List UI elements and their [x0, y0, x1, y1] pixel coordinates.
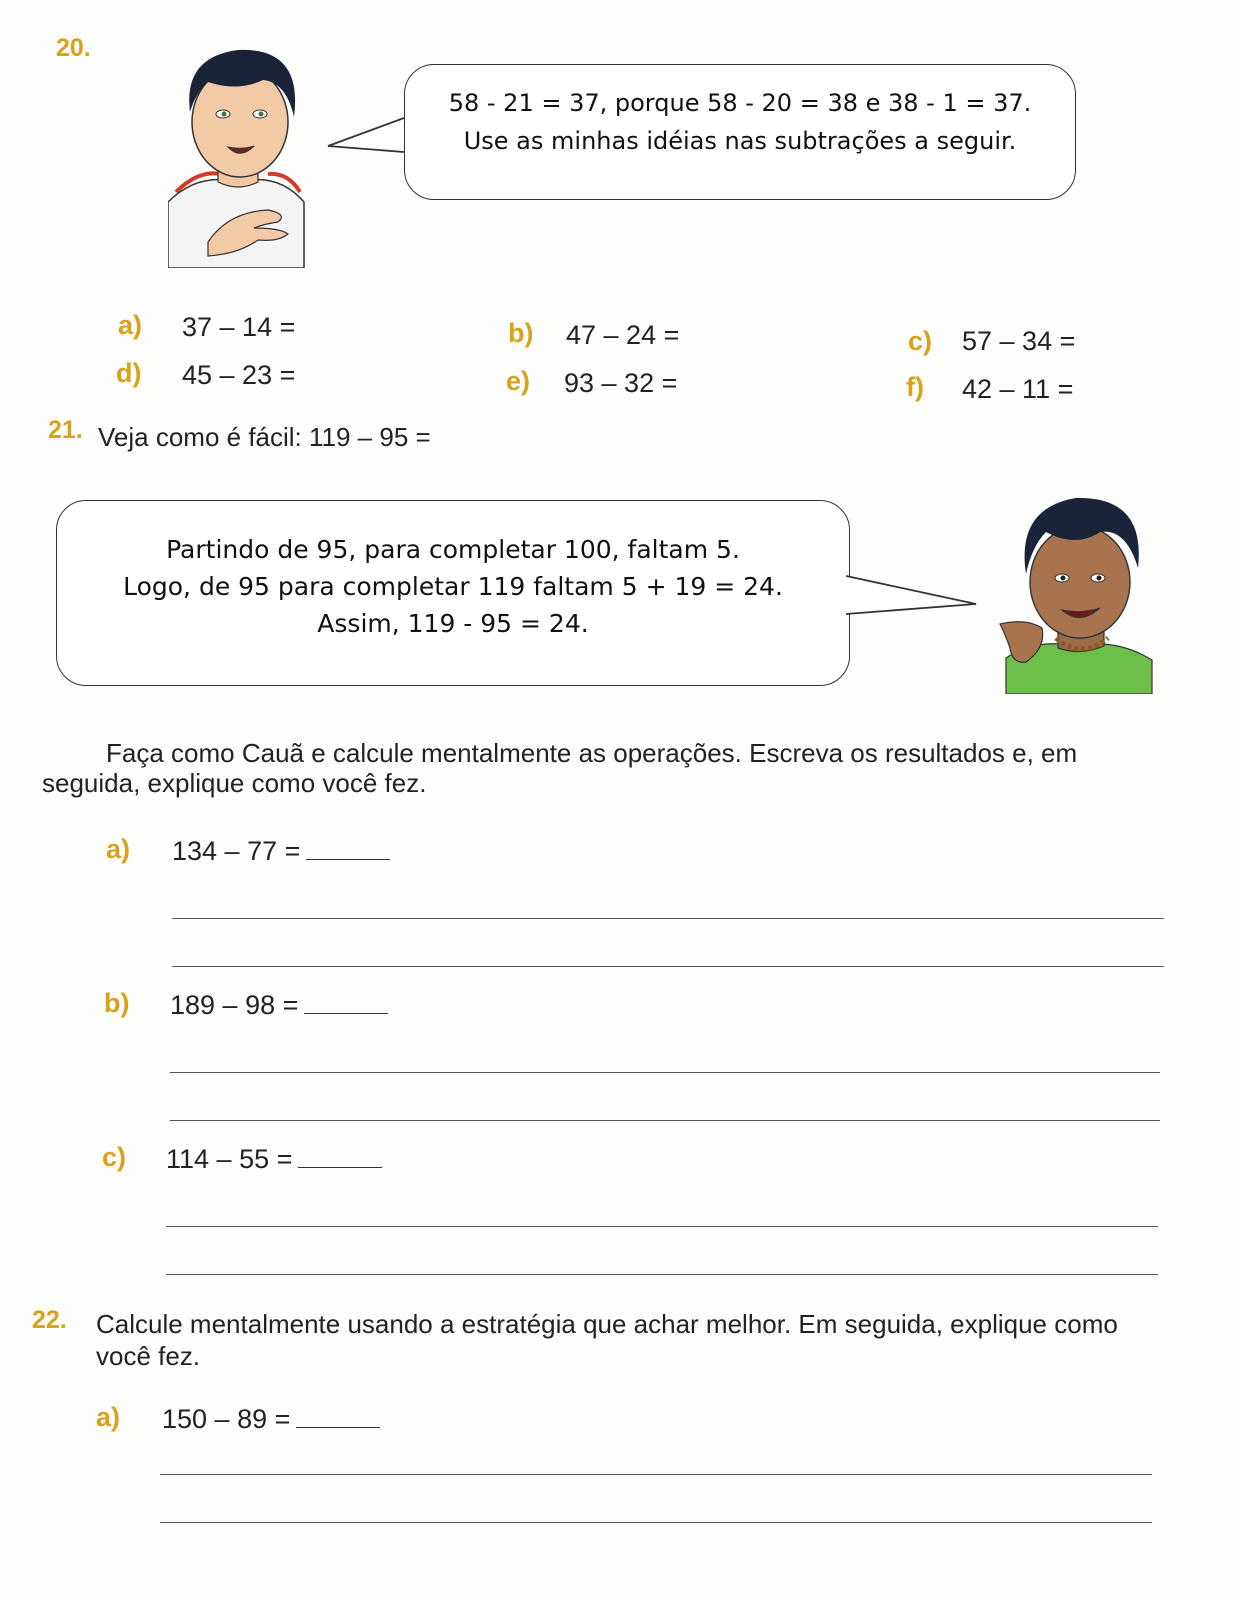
- q20-item-c-expr: 57 – 34 =: [962, 326, 1076, 356]
- bubble-line-3: Assim, 119 - 95 = 24.: [317, 609, 589, 638]
- q21-item-b-letter: b): [104, 988, 130, 1018]
- explanation-line[interactable]: [160, 1474, 1152, 1475]
- q20-item-d-letter: d): [116, 358, 142, 388]
- answer-blank[interactable]: [304, 991, 388, 1014]
- q21-item-b-expr: 189 – 98 =: [170, 990, 299, 1020]
- q20-item-a-letter: a): [118, 310, 143, 340]
- q22-item-a-expr-row: [162, 1404, 380, 1435]
- explanation-line[interactable]: [170, 1120, 1160, 1121]
- q21-item-a-letter: a): [106, 834, 131, 864]
- q21-item-c-expr-row: [166, 1144, 382, 1175]
- question-22-number: 22.: [32, 1306, 67, 1334]
- q20-item-e-letter: e): [506, 366, 531, 396]
- q20-item-a-expr: 37 – 14 =: [182, 312, 296, 342]
- explanation-line[interactable]: [166, 1274, 1158, 1275]
- answer-blank[interactable]: [306, 837, 390, 860]
- speech-bubble-q20: [404, 64, 1076, 200]
- explanation-line[interactable]: [172, 918, 1164, 919]
- q21-item-a-expr: 134 – 77 =: [172, 836, 301, 866]
- bubble-line-1: 58 - 21 = 37, porque 58 - 20 = 38 e 38 - 1 = 37.: [448, 89, 1032, 117]
- bubble-line-2: Logo, de 95 para completar 119 faltam 5 + 19 = 24.: [123, 572, 783, 601]
- q20-item-b-expr: 47 – 24 =: [566, 320, 680, 350]
- bubble-line-1: Partindo de 95, para completar 100, faltam 5.: [166, 535, 740, 564]
- q21-item-c-letter: c): [102, 1142, 127, 1172]
- q20-item-c-letter: c): [908, 326, 933, 356]
- q22-item-a-expr: 150 – 89 =: [162, 1404, 291, 1434]
- q20-item-f-expr: 42 – 11 =: [962, 374, 1074, 404]
- q20-item-b-letter: b): [508, 318, 534, 348]
- speech-bubble-q21: [56, 500, 850, 686]
- speech-bubble-tail: [326, 106, 406, 166]
- question-20-number: 20.: [56, 34, 91, 62]
- explanation-line[interactable]: [170, 1072, 1160, 1073]
- answer-blank[interactable]: [296, 1405, 380, 1428]
- question-21-number: 21.: [48, 416, 83, 444]
- q21-item-a-expr-row: [172, 836, 390, 867]
- q22-item-a-letter: a): [96, 1402, 121, 1432]
- q21-item-b-expr-row: [170, 990, 388, 1021]
- bubble-line-2: Use as minhas idéias nas subtrações a seguir.: [463, 127, 1017, 155]
- speech-bubble-tail: [846, 570, 978, 620]
- boy-illustration: [168, 42, 308, 268]
- q21-intro: Veja como é fácil: 119 – 95 =: [98, 422, 431, 452]
- q21-instruction: Faça como Cauã e calcule mentalmente as operações. Escreva os resultados e, em seguida, explique como você fez.: [42, 738, 1078, 798]
- q20-item-d-expr: 45 – 23 =: [182, 360, 296, 390]
- q21-item-c-expr: 114 – 55 =: [166, 1144, 293, 1174]
- explanation-line[interactable]: [172, 966, 1164, 967]
- answer-blank[interactable]: [298, 1145, 382, 1168]
- q20-item-e-expr: 93 – 32 =: [564, 368, 678, 398]
- q20-item-f-letter: f): [906, 372, 924, 402]
- explanation-line[interactable]: [166, 1226, 1158, 1227]
- q22-instruction: Calcule mentalmente usando a estratégia que achar melhor. Em seguida, explique como você fez.: [96, 1309, 1118, 1371]
- explanation-line[interactable]: [160, 1522, 1152, 1523]
- caua-illustration: [996, 488, 1154, 694]
